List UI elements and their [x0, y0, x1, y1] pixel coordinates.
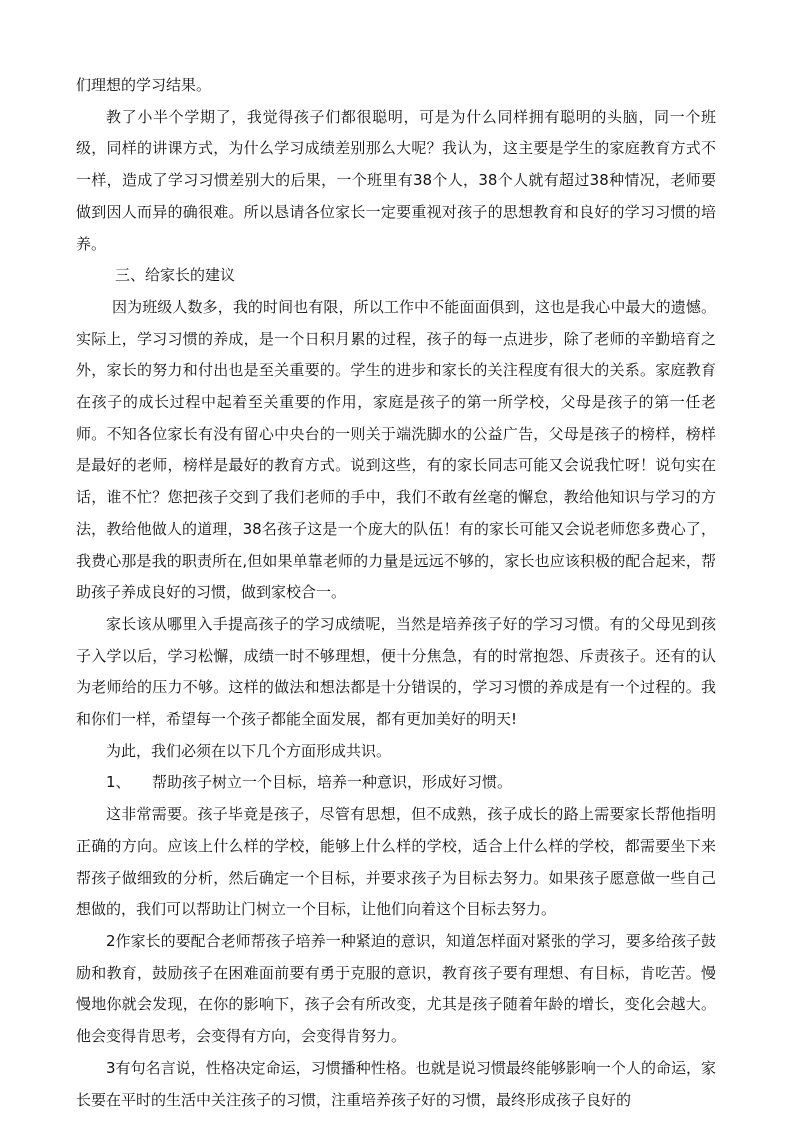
list-item-1 [76, 767, 716, 799]
paragraph-study-habits: 教了小半个学期了，我觉得孩子们都很聪明，可是为什么同样拥有聪明的头脑，同一个班级，同样的讲课方式，为什么学习成绩差别那么大呢？我认为，这主要是学生的家庭教育方式不一样，造成了学习习惯差别大的后果，一个班里有38个人，38个人就有超过38种情况，老师要做到因人而异的确很难。所以恳请各位家长一定要重视对孩子的思想教育和良好的学习习惯的培养。 [76, 107, 716, 253]
paragraph-family-education: 因为班级人数多，我的时间也有限，所以工作中不能面面俱到，这也是我心中最大的遗憾。实际上，学习习惯的养成，是一个日积月累的过程，孩子的每一点进步，除了老师的辛勤培育之外，家长的努力和付出也是至关重要的。学生的进步和家长的关注程度有很大的关系。家庭教育在孩子的成长过程中起着至关重要的作用，家庭是孩子的第一所学校，父母是孩子的第一任老师。不知各位家长有没有留心中央台的一则关于端洗脚水的公益广告，父母是孩子的榜样，榜样是最好的老师，榜样是最好的教育方式。说到这些，有的家长同志可能又会说我忙呀！说句实在话，谁不忙？您把孩子交到了我们老师的手中，我们不敢有丝毫的懈怠，教给他知识与学习的方法，教给他做人的道理，38名孩子这是一个庞大的队伍！有的家长可能又会说老师您多费心了，我费心那是我的职责所在,但如果单靠老师的力量是远远不够的，家长也应该积极的配合起来，帮助孩子养成良好的习惯，做到家校合一。 [76, 297, 716, 602]
section-heading-parent-suggestions: 三、给家长的建议 [115, 266, 236, 285]
paragraph-goal-direction: 这非常需要。孩子毕竟是孩子，尽管有思想，但不成熟，孩子成长的路上需要家长帮他指明正确的方向。应该上什么样的学校，能够上什么样的学校，适合上什么样的学校，都需要坐下来帮孩子做细致的分析，然后确定一个目标，并要求孩子为目标去努力。如果孩子愿意做一些自己想做的，我们可以帮助让门树立一个目标，让他们向着这个目标去努力。 [76, 805, 716, 919]
paragraph-habit-character: 3有句名言说，性格决定命运，习惯播种性格。也就是说习惯最终能够影响一个人的命运，家长要在平时的生活中关注孩子的习惯，注重培养孩子好的习惯，最终形成孩子良好的 [76, 1058, 716, 1109]
paragraph-urgency: 2作家长的要配合老师帮孩子培养一种紧迫的意识，知道怎样面对紧张的学习，要多给孩子鼓励和教育，鼓励孩子在困难面前要有勇于克服的意识，教育孩子要有理想、有目标，肯吃苦。慢慢地你就会发现，在你的影响下，孩子会有所改变，尤其是孩子随着年龄的增长，变化会越大。他会变得肯思考，会变得有方向，会变得肯努力。 [76, 931, 716, 1046]
paragraph-continuation: 们理想的学习结果。 [76, 76, 212, 94]
list-item-text: 帮助孩子树立一个目标，培养一种意识，形成好习惯。 [152, 773, 513, 792]
paragraph-consensus: 为此，我们必须在以下几个方面形成共识。 [106, 741, 392, 760]
list-item-number: 1、 [106, 773, 131, 792]
paragraph-improve-grades: 家长该从哪里入手提高孩子的学习成绩呢，当然是培养孩子好的学习习惯。有的父母见到孩子入学以后，学习松懈，成绩一时不够理想，便十分焦急，有的时常抱怨、斥责孩子。还有的认为老师给的压力不够。这样的做法和想法都是十分错误的，学习习惯的养成是有一个过程的。我和你们一样，希望每一个孩子都能全面发展，都有更加美好的明天! [76, 614, 716, 729]
document-page [76, 70, 716, 1116]
